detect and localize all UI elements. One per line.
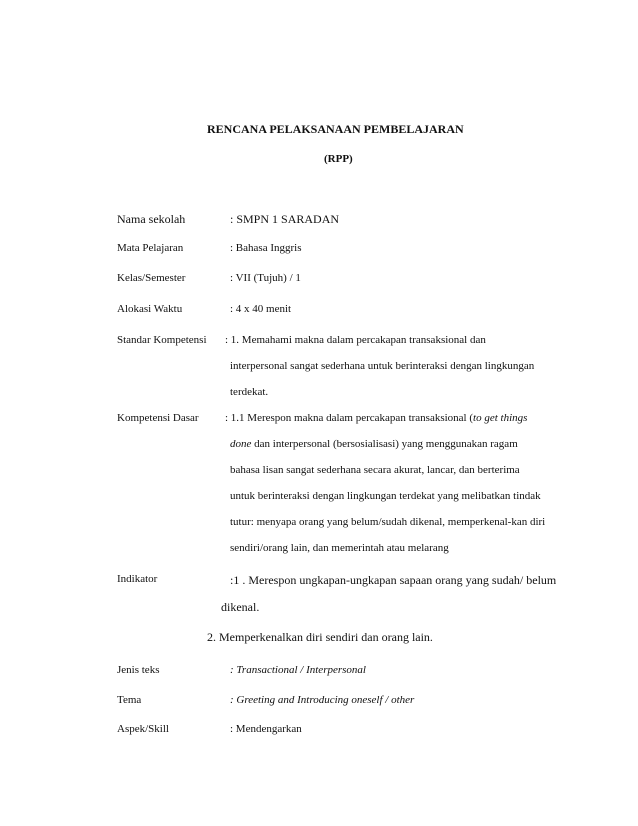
indikator-line-1: :1 . Merespon ungkapan-ungkapan sapaan orang yang sudah/ belum xyxy=(230,573,557,587)
indikator-line-2: dikenal. xyxy=(221,600,260,614)
kompetensi-dasar-line-6: sendiri/orang lain, dan memerintah atau melarang xyxy=(230,542,449,554)
document-title: RENCANA PELAKSANAAN PEMBELAJARAN xyxy=(207,122,464,136)
nama-sekolah-value: : SMPN 1 SARADAN xyxy=(230,212,340,226)
kompetensi-dasar-line-2: done dan interpersonal (bersosialisasi) yang menggunakan ragam xyxy=(230,438,518,450)
aspek-skill-label: Aspek/Skill xyxy=(117,723,169,735)
mata-pelajaran-value: : Bahasa Inggris xyxy=(230,242,302,254)
alokasi-waktu-label: Alokasi Waktu xyxy=(117,303,183,315)
kompetensi-dasar-line-3: bahasa lisan sangat sederhana secara akurat, lancar, dan berterima xyxy=(230,464,520,476)
indikator-label: Indikator xyxy=(117,573,158,585)
kompetensi-dasar-line-4: untuk berinteraksi dengan lingkungan terdekat yang melibatkan tindak xyxy=(230,490,541,502)
standar-kompetensi-line-1: : 1. Memahami makna dalam percakapan transaksional dan xyxy=(225,334,486,346)
kompetensi-dasar-line-1: : 1.1 Merespon makna dalam percakapan transaksional (to get things xyxy=(225,412,528,424)
kelas-semester-label: Kelas/Semester xyxy=(117,272,186,284)
jenis-teks-value: : Transactional / Interpersonal xyxy=(230,664,366,676)
nama-sekolah-label: Nama sekolah xyxy=(117,212,186,226)
alokasi-waktu-value: : 4 x 40 menit xyxy=(230,303,292,315)
standar-kompetensi-label: Standar Kompetensi xyxy=(117,334,207,346)
aspek-skill-value: : Mendengarkan xyxy=(230,723,302,735)
tema-label: Tema xyxy=(117,694,142,706)
tema-value: : Greeting and Introducing oneself / other xyxy=(230,694,415,706)
standar-kompetensi-line-3: terdekat. xyxy=(230,386,269,398)
standar-kompetensi-line-2: interpersonal sangat sederhana untuk berinteraksi dengan lingkungan xyxy=(230,360,535,372)
kelas-semester-value: : VII (Tujuh) / 1 xyxy=(230,272,301,284)
indikator-line-3: 2. Memperkenalkan diri sendiri dan orang lain. xyxy=(207,630,433,644)
jenis-teks-label: Jenis teks xyxy=(117,664,160,676)
mata-pelajaran-label: Mata Pelajaran xyxy=(117,242,184,254)
kompetensi-dasar-line-5: tutur: menyapa orang yang belum/sudah dikenal, memperkenal-kan diri xyxy=(230,516,546,528)
kompetensi-dasar-label: Kompetensi Dasar xyxy=(117,412,199,424)
document-subtitle: (RPP) xyxy=(324,153,353,165)
